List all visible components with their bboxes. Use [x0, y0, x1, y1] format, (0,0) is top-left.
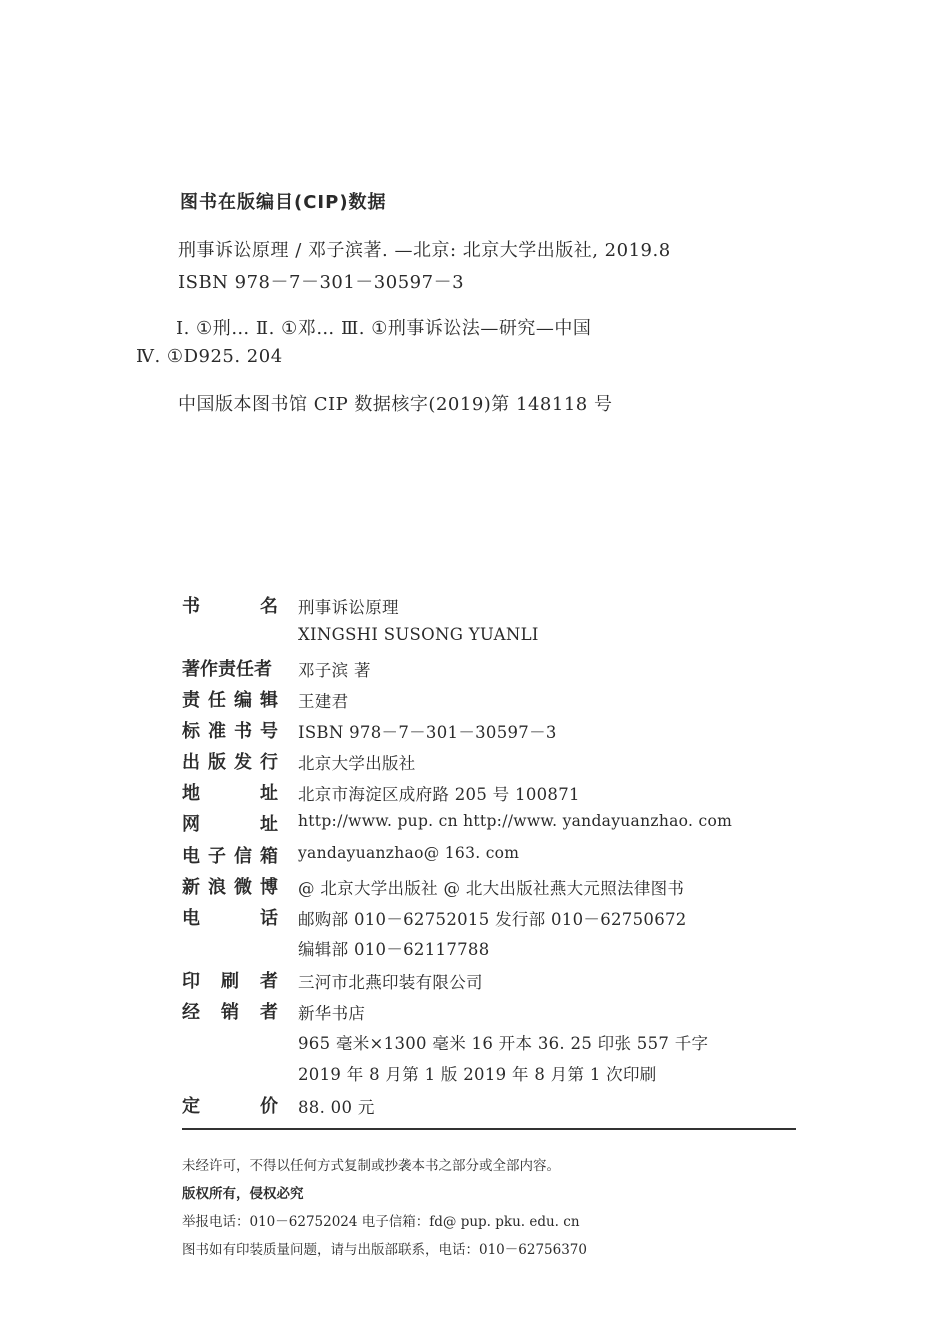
value-book-name: 刑事诉讼原理: [298, 598, 399, 617]
label-isbn: 标 准 书 号: [182, 721, 278, 742]
cip-line-classification-4: Ⅳ. ①D925. 204: [136, 346, 283, 367]
label-book-name: 书 名: [182, 596, 278, 617]
value-weibo: @ 北京大学出版社 @ 北大出版社燕大元照法律图书: [298, 879, 685, 898]
label-email: 电 子 信 箱: [182, 846, 278, 867]
cip-title: 图书在版编目(CIP)数据: [180, 192, 387, 213]
label-publisher: 出 版 发 行: [182, 752, 278, 773]
value-editor: 王建君: [298, 692, 349, 711]
label-website: 网 址: [182, 814, 278, 835]
value-distributor: 新华书店: [298, 1004, 366, 1023]
label-weibo: 新 浪 微 博: [182, 877, 278, 898]
report-contact: 举报电话：010－62752024 电子信箱：fd@ pup. pku. edu. cn: [182, 1214, 580, 1230]
value-phone-1: 邮购部 010－62752015 发行部 010－62750672: [298, 910, 687, 929]
label-price: 定 价: [182, 1096, 278, 1117]
value-edition: 2019 年 8 月第 1 版 2019 年 8 月第 1 次印刷: [298, 1065, 657, 1084]
quality-contact: 图书如有印装质量问题，请与出版部联系，电话：010－62756370: [182, 1242, 587, 1258]
footer-divider: [182, 1128, 796, 1130]
value-address: 北京市海淀区成府路 205 号 100871: [298, 785, 580, 804]
value-phone-2: 编辑部 010－62117788: [298, 940, 490, 959]
cip-line-record-number: 中国版本图书馆 CIP 数据核字(2019)第 148118 号: [178, 394, 613, 415]
copyright-notice: 未经许可，不得以任何方式复制或抄袭本书之部分或全部内容。: [182, 1158, 560, 1174]
value-format: 965 毫米×1300 毫米 16 开本 36. 25 印张 557 千字: [298, 1034, 709, 1053]
value-website: http://www. pup. cn http://www. yandayuanzhao. com: [298, 812, 733, 830]
value-publisher: 北京大学出版社: [298, 754, 416, 773]
rights-reserved: 版权所有，侵权必究: [182, 1186, 304, 1202]
value-printer: 三河市北燕印装有限公司: [298, 973, 483, 992]
label-distributor: 经 销 者: [182, 1002, 278, 1023]
value-book-name-pinyin: XINGSHI SUSONG YUANLI: [298, 625, 539, 644]
label-phone: 电 话: [182, 908, 278, 929]
label-printer: 印 刷 者: [182, 971, 278, 992]
value-isbn: ISBN 978－7－301－30597－3: [298, 723, 557, 742]
label-editor: 责 任 编 辑: [182, 690, 278, 711]
label-address: 地 址: [182, 783, 278, 804]
cip-line-title: 刑事诉讼原理 / 邓子滨著. —北京: 北京大学出版社, 2019.8: [178, 240, 671, 261]
value-author: 邓子滨 著: [298, 661, 371, 680]
cip-line-classification: Ⅰ. ①刑… Ⅱ. ①邓… Ⅲ. ①刑事诉讼法—研究—中国: [176, 318, 592, 339]
value-price: 88. 00 元: [298, 1098, 375, 1117]
value-email: yandayuanzhao@ 163. com: [298, 844, 520, 862]
cip-line-isbn: ISBN 978－7－301－30597－3: [178, 272, 465, 293]
label-author: 著作责任者: [182, 659, 272, 680]
